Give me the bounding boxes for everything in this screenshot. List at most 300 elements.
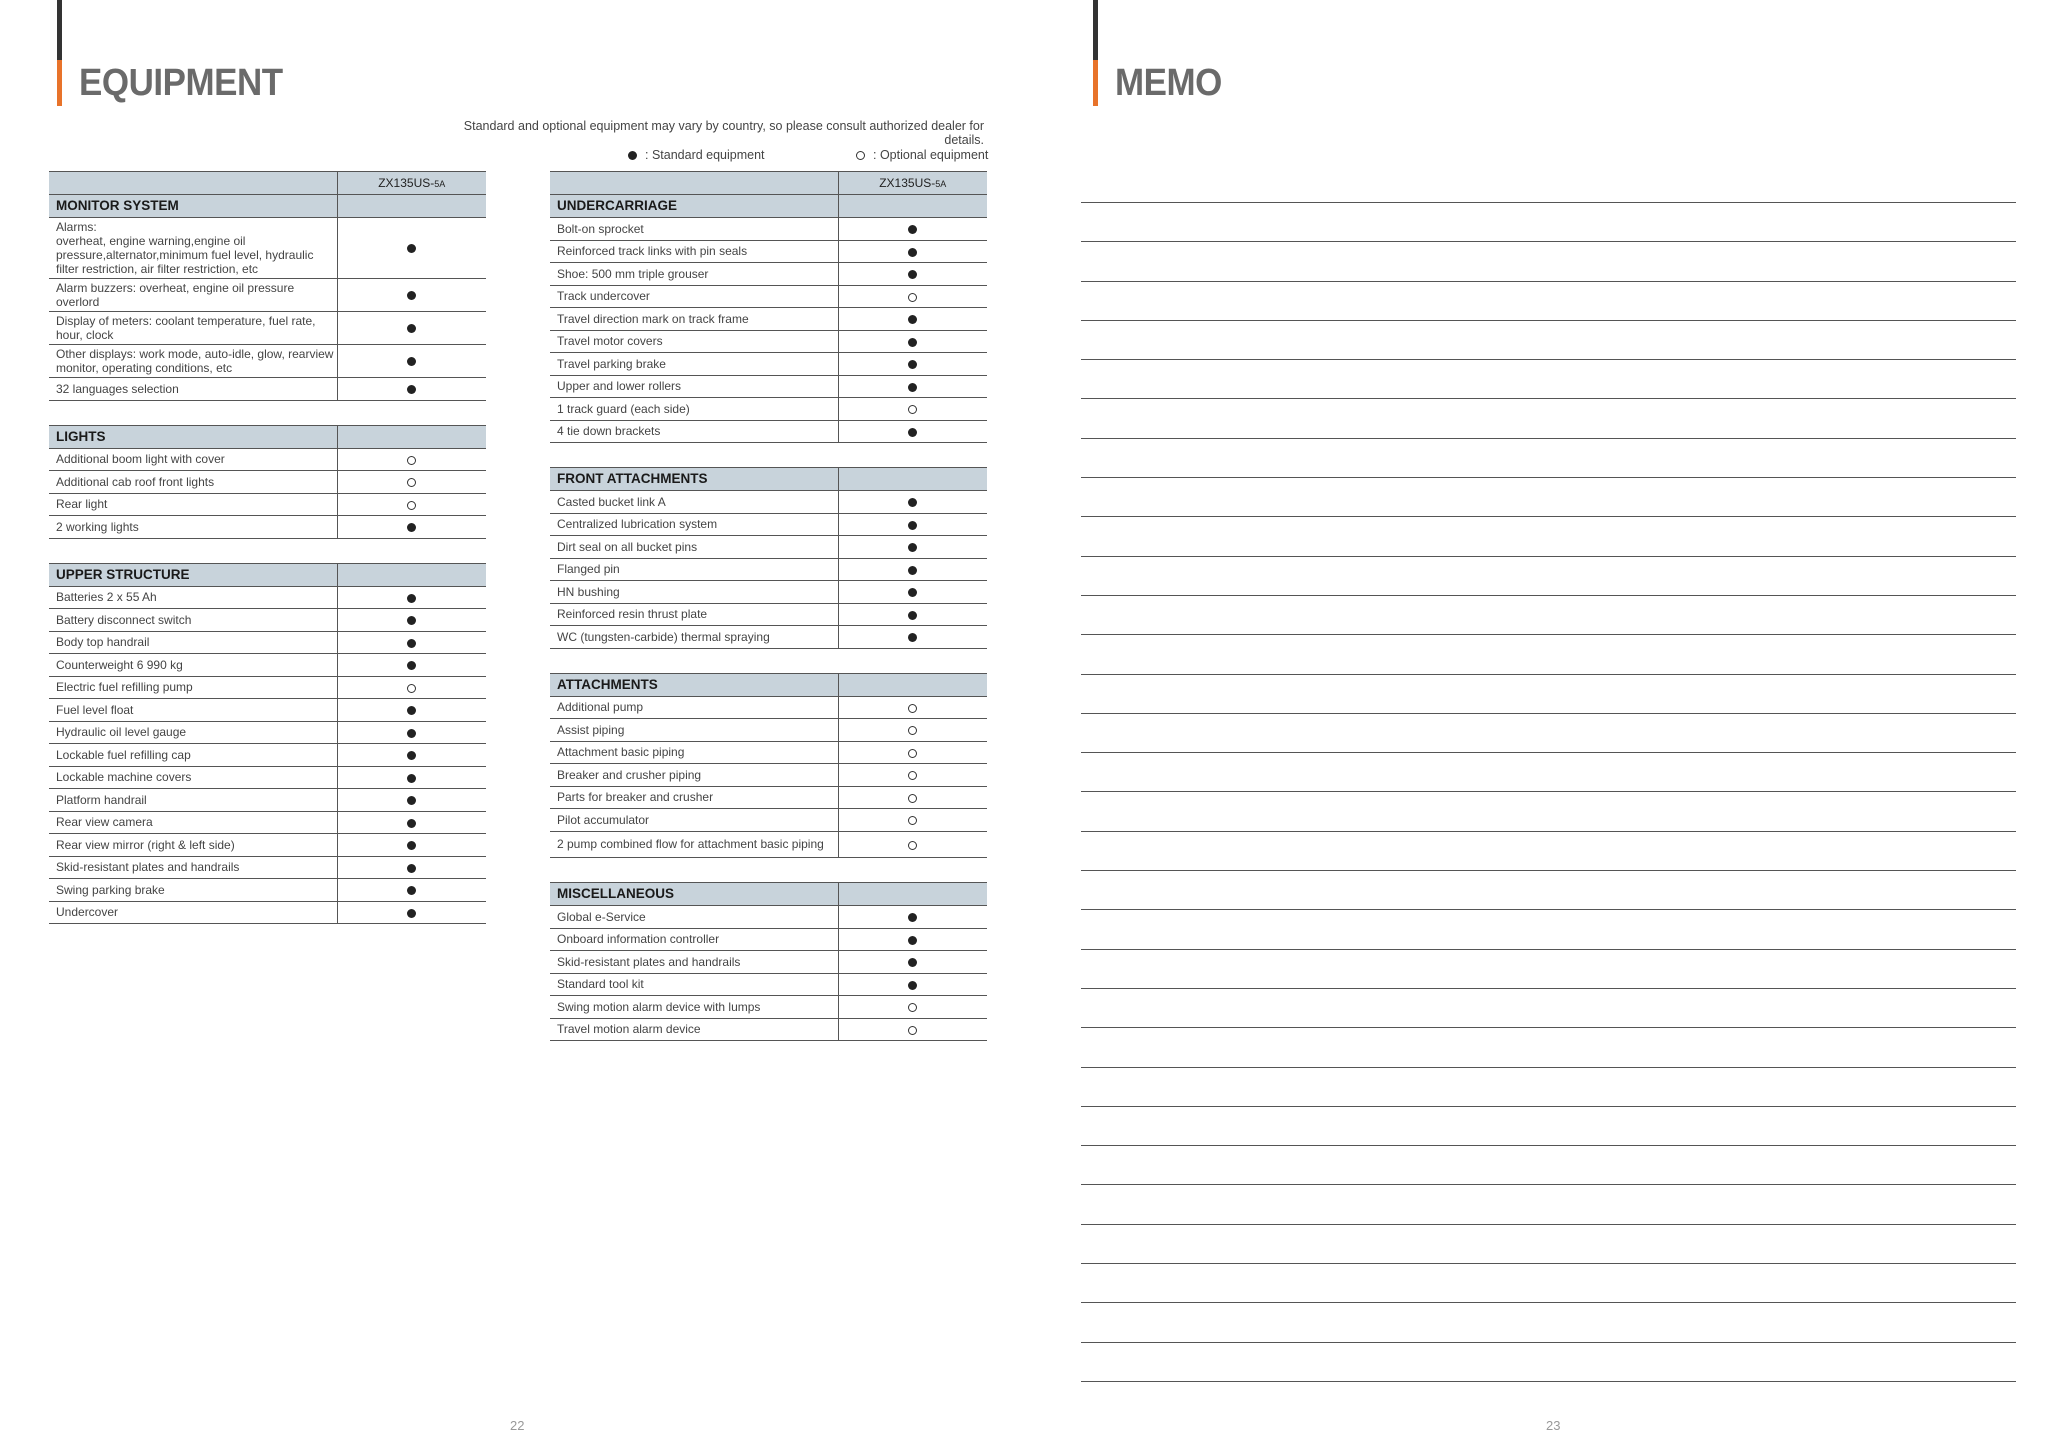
table-row [550,764,987,787]
equipment-item-label: Battery disconnect switch [49,609,337,632]
legend-optional: : Optional equipment [856,148,988,162]
table-row [550,786,987,809]
memo-title: MEMO [1115,62,1222,104]
equipment-item-mark [337,471,486,494]
table-row [550,285,987,308]
table-row [49,856,486,879]
model-suffix: 5A [935,178,947,189]
optional-ring-icon [908,794,917,803]
section-spacer [49,400,486,425]
section-mark-blank [838,195,987,218]
equipment-item-mark [337,609,486,632]
equipment-item-mark [337,699,486,722]
memo-line [1081,635,2016,674]
equipment-item-label: Upper and lower rollers [550,375,838,398]
equipment-item-label: Swing motion alarm device with lumps [550,996,838,1019]
table-row [49,312,486,345]
equipment-item-mark [838,719,987,742]
equipment-item-label: Rear light [49,493,337,516]
table-row [49,631,486,654]
table-row [550,996,987,1019]
optional-ring-icon [407,501,416,510]
standard-dot-icon [407,841,416,850]
optional-ring-icon [908,771,917,780]
equipment-item-label: 2 pump combined flow for attachment basic piping [550,831,838,858]
memo-line [1081,439,2016,478]
equipment-item-mark [838,831,987,858]
section-title: FRONT ATTACHMENTS [550,468,838,491]
standard-dot-icon [908,383,917,392]
section-header-attachments [550,673,987,696]
table-row [550,741,987,764]
memo-line [1081,242,2016,281]
section-mark-blank [337,425,486,448]
equipment-item-label: Assist piping [550,719,838,742]
equipment-item-label: Shoe: 500 mm triple grouser [550,263,838,286]
optional-ring-icon [908,1003,917,1012]
table-row [49,676,486,699]
equipment-item-mark [838,491,987,514]
equipment-item-mark [838,330,987,353]
memo-line [1081,596,2016,635]
table-row [550,513,987,536]
equipment-item-label: Hydraulic oil level gauge [49,721,337,744]
equipment-item-mark [838,809,987,832]
header-bar-orange [57,60,62,106]
model-header-row [550,172,987,195]
equipment-item-label: Travel parking brake [550,353,838,376]
equipment-item-label: Reinforced track links with pin seals [550,240,838,263]
section-header-front-attachments [550,468,987,491]
table-row [550,398,987,421]
section-title: MONITOR SYSTEM [49,195,337,218]
equipment-item-label: 1 track guard (each side) [550,398,838,421]
equipment-item-mark [838,906,987,929]
standard-dot-icon [407,774,416,783]
table-row [49,789,486,812]
standard-dot-icon [908,270,917,279]
optional-ring-icon [856,151,865,160]
memo-line [1081,792,2016,831]
equipment-item-label: Standard tool kit [550,973,838,996]
standard-dot-icon [908,958,917,967]
equipment-item-label: Travel direction mark on track frame [550,308,838,331]
optional-ring-icon [908,841,917,850]
equipment-item-mark [838,420,987,443]
model-header [337,172,486,195]
equipment-item-label: Electric fuel refilling pump [49,676,337,699]
table-row [49,471,486,494]
standard-dot-icon [407,324,416,333]
optional-ring-icon [407,456,416,465]
table-row [550,951,987,974]
equipment-item-mark [337,378,486,401]
equipment-item-label: Centralized lubrication system [550,513,838,536]
section-spacer [550,858,987,883]
section-mark-blank [838,883,987,906]
table-row [550,536,987,559]
section-spacer [550,443,987,468]
equipment-item-label: Batteries 2 x 55 Ah [49,586,337,609]
standard-dot-icon [407,357,416,366]
disclaimer: Standard and optional equipment may vary by country, so please consult authorized dealer for details. [463,119,984,147]
table-row [550,263,987,286]
table-row [49,766,486,789]
equipment-item-mark [838,398,987,421]
table-row [49,516,486,539]
section-title: LIGHTS [49,425,337,448]
standard-dot-icon [407,616,416,625]
page-number: 22 [510,1418,525,1433]
equipment-item-mark [838,536,987,559]
equipment-item-mark [337,516,486,539]
equipment-item-mark [337,721,486,744]
table-row [550,308,987,331]
equipment-item-label: Alarm buzzers: overheat, engine oil pressure overlord [49,279,337,312]
optional-ring-icon [407,478,416,487]
section-mark-blank [838,673,987,696]
table-row [49,218,486,279]
table-row [550,240,987,263]
equipment-item-label: Skid-resistant plates and handrails [49,856,337,879]
table-row [550,626,987,649]
memo-line [1081,1107,2016,1146]
memo-line [1081,557,2016,596]
memo-line [1081,1264,2016,1303]
table-row [49,879,486,902]
equipment-item-mark [838,513,987,536]
table-row [550,491,987,514]
standard-dot-icon [908,498,917,507]
equipment-item-mark [337,279,486,312]
memo-header-bar-dark [1093,0,1098,60]
equipment-item-mark [337,218,486,279]
standard-dot-icon [908,936,917,945]
header-bar-dark [57,0,62,60]
table-row [49,493,486,516]
equipment-item-mark [838,626,987,649]
section-mark-blank [337,563,486,586]
equipment-item-label: HN bushing [550,581,838,604]
equipment-item-label: Additional cab roof front lights [49,471,337,494]
table-row [550,353,987,376]
table-row [49,345,486,378]
standard-dot-icon [908,521,917,530]
equipment-item-label: Alarms: overheat, engine warning,engine oil pressure,alternator,minimum fuel level, hydraulic filter restriction, air filter restriction, etc [49,218,337,279]
standard-dot-icon [407,796,416,805]
equipment-item-mark [337,654,486,677]
standard-dot-icon [407,729,416,738]
standard-dot-icon [407,639,416,648]
equipment-item-mark [838,308,987,331]
equipment-item-label: Display of meters: coolant temperature, fuel rate, hour, clock [49,312,337,345]
standard-dot-icon [407,291,416,300]
equipment-table [49,171,486,924]
memo-header-bar-orange [1093,60,1098,106]
table-row [550,906,987,929]
table-row [550,581,987,604]
standard-dot-icon [407,661,416,670]
equipment-item-label: Undercover [49,901,337,924]
table-row [550,928,987,951]
table-row [550,375,987,398]
equipment-item-label: Travel motor covers [550,330,838,353]
standard-dot-icon [908,913,917,922]
model-name: ZX135US- [879,175,936,190]
legend-standard: : Standard equipment [628,148,765,162]
memo-line [1081,871,2016,910]
standard-dot-icon [908,315,917,324]
equipment-item-mark [838,696,987,719]
equipment-item-mark [838,741,987,764]
table-row [550,1018,987,1041]
equipment-item-mark [838,558,987,581]
optional-ring-icon [908,704,917,713]
equipment-item-label: Lockable machine covers [49,766,337,789]
memo-line [1081,399,2016,438]
section-mark-blank [337,195,486,218]
memo-line [1081,910,2016,949]
table-row [550,558,987,581]
table-row [49,448,486,471]
section-header-monitor-system [49,195,486,218]
standard-dot-icon [407,864,416,873]
table-row [550,420,987,443]
equipment-item-mark [337,493,486,516]
equipment-item-label: Travel motion alarm device [550,1018,838,1041]
standard-dot-icon [908,633,917,642]
memo-page-number: 23 [1546,1418,1561,1433]
table-row [49,586,486,609]
table-row [49,834,486,857]
equipment-item-mark [838,928,987,951]
memo-line [1081,753,2016,792]
equipment-item-label: 4 tie down brackets [550,420,838,443]
equipment-item-label: Reinforced resin thrust plate [550,603,838,626]
equipment-item-mark [337,901,486,924]
table-row [550,603,987,626]
table-row [49,279,486,312]
equipment-item-mark [838,218,987,241]
standard-dot-icon [908,588,917,597]
model-name: ZX135US- [378,175,435,190]
model-header-blank [49,172,337,195]
equipment-item-label: Casted bucket link A [550,491,838,514]
equipment-item-mark [337,856,486,879]
equipment-item-mark [838,764,987,787]
memo-line [1081,282,2016,321]
equipment-item-label: Platform handrail [49,789,337,812]
equipment-table-right [550,171,987,1041]
equipment-item-label: Dirt seal on all bucket pins [550,536,838,559]
equipment-item-label: Other displays: work mode, auto-idle, glow, rearview monitor, operating conditions, etc [49,345,337,378]
equipment-item-label: 2 working lights [49,516,337,539]
equipment-item-label: WC (tungsten-carbide) thermal spraying [550,626,838,649]
standard-dot-icon [908,360,917,369]
equipment-item-mark [337,631,486,654]
model-header-row [49,172,486,195]
optional-ring-icon [407,684,416,693]
table-row [550,831,987,858]
standard-dot-icon [407,886,416,895]
section-header-lights [49,425,486,448]
memo-line [1081,1185,2016,1224]
model-header-blank [550,172,838,195]
equipment-item-mark [337,744,486,767]
section-title: MISCELLANEOUS [550,883,838,906]
standard-dot-icon [908,428,917,437]
memo-line [1081,1068,2016,1107]
table-row [550,719,987,742]
memo-line [1081,832,2016,871]
equipment-item-mark [838,285,987,308]
equipment-item-mark [337,676,486,699]
equipment-item-mark [838,263,987,286]
memo-line [1081,1225,2016,1264]
equipment-item-label: 32 languages selection [49,378,337,401]
table-row [49,721,486,744]
equipment-item-mark [838,786,987,809]
equipment-item-mark [838,1018,987,1041]
equipment-item-mark [838,581,987,604]
table-row [550,330,987,353]
memo-line [1081,675,2016,714]
memo-line [1081,950,2016,989]
table-row [49,654,486,677]
equipment-item-label: Global e-Service [550,906,838,929]
standard-dot-icon [908,543,917,552]
section-spacer [550,648,987,673]
equipment-item-mark [838,603,987,626]
optional-ring-icon [908,726,917,735]
equipment-item-label: Breaker and crusher piping [550,764,838,787]
table-row [49,901,486,924]
equipment-item-mark [337,586,486,609]
equipment-item-mark [337,448,486,471]
section-header-miscellaneous [550,883,987,906]
equipment-item-mark [337,312,486,345]
equipment-item-label: Lockable fuel refilling cap [49,744,337,767]
equipment-item-label: Attachment basic piping [550,741,838,764]
optional-ring-icon [908,816,917,825]
equipment-item-label: Counterweight 6 990 kg [49,654,337,677]
equipment-item-mark [838,240,987,263]
standard-dot-icon [908,248,917,257]
memo-line [1081,714,2016,753]
section-spacer [49,538,486,563]
section-title: UPPER STRUCTURE [49,563,337,586]
memo-line [1081,1303,2016,1342]
optional-ring-icon [908,1026,917,1035]
standard-dot-icon [908,981,917,990]
memo-line [1081,360,2016,399]
equipment-item-label: Additional boom light with cover [49,448,337,471]
equipment-item-label: Skid-resistant plates and handrails [550,951,838,974]
section-header-upper-structure [49,563,486,586]
equipment-item-label: Rear view camera [49,811,337,834]
equipment-item-label: Fuel level float [49,699,337,722]
table-row [49,378,486,401]
table-row [550,218,987,241]
memo-line [1081,478,2016,517]
equipment-item-mark [337,834,486,857]
equipment-item-label: Bolt-on sprocket [550,218,838,241]
equipment-item-mark [838,951,987,974]
equipment-item-mark [337,789,486,812]
standard-dot-icon [407,523,416,532]
equipment-item-label: Pilot accumulator [550,809,838,832]
standard-dot-icon [908,225,917,234]
standard-dot-icon [407,819,416,828]
optional-ring-icon [908,293,917,302]
optional-ring-icon [908,405,917,414]
model-suffix: 5A [434,178,446,189]
memo-lines [1081,202,2016,1382]
standard-dot-icon [407,751,416,760]
table-row [550,973,987,996]
standard-dot-icon [908,611,917,620]
table-row [550,696,987,719]
standard-dot-icon [407,244,416,253]
section-header-undercarriage [550,195,987,218]
standard-dot-icon [628,151,637,160]
model-header [838,172,987,195]
equipment-item-label: Track undercover [550,285,838,308]
equipment-table [550,171,987,1041]
equipment-item-mark [838,375,987,398]
memo-line [1081,1343,2016,1382]
table-row [49,609,486,632]
equipment-item-mark [838,973,987,996]
memo-line [1081,989,2016,1028]
page-title: EQUIPMENT [79,62,283,104]
section-title: UNDERCARRIAGE [550,195,838,218]
equipment-table-left [49,171,486,924]
equipment-item-label: Parts for breaker and crusher [550,786,838,809]
section-mark-blank [838,468,987,491]
equipment-item-mark [838,996,987,1019]
standard-dot-icon [407,385,416,394]
equipment-item-label: Swing parking brake [49,879,337,902]
memo-line [1081,517,2016,556]
table-row [49,811,486,834]
equipment-item-label: Rear view mirror (right & left side) [49,834,337,857]
memo-line [1081,1146,2016,1185]
memo-line [1081,321,2016,360]
equipment-item-mark [337,766,486,789]
equipment-item-label: Body top handrail [49,631,337,654]
table-row [49,744,486,767]
equipment-item-mark [838,353,987,376]
table-row [550,809,987,832]
standard-dot-icon [908,338,917,347]
equipment-item-label: Onboard information controller [550,928,838,951]
standard-dot-icon [407,909,416,918]
optional-ring-icon [908,749,917,758]
standard-dot-icon [908,566,917,575]
memo-line [1081,1028,2016,1067]
memo-line [1081,203,2016,242]
standard-dot-icon [407,706,416,715]
equipment-item-mark [337,811,486,834]
table-row [49,699,486,722]
section-title: ATTACHMENTS [550,673,838,696]
equipment-item-label: Additional pump [550,696,838,719]
equipment-item-mark [337,879,486,902]
standard-dot-icon [407,594,416,603]
equipment-item-mark [337,345,486,378]
equipment-item-label: Flanged pin [550,558,838,581]
